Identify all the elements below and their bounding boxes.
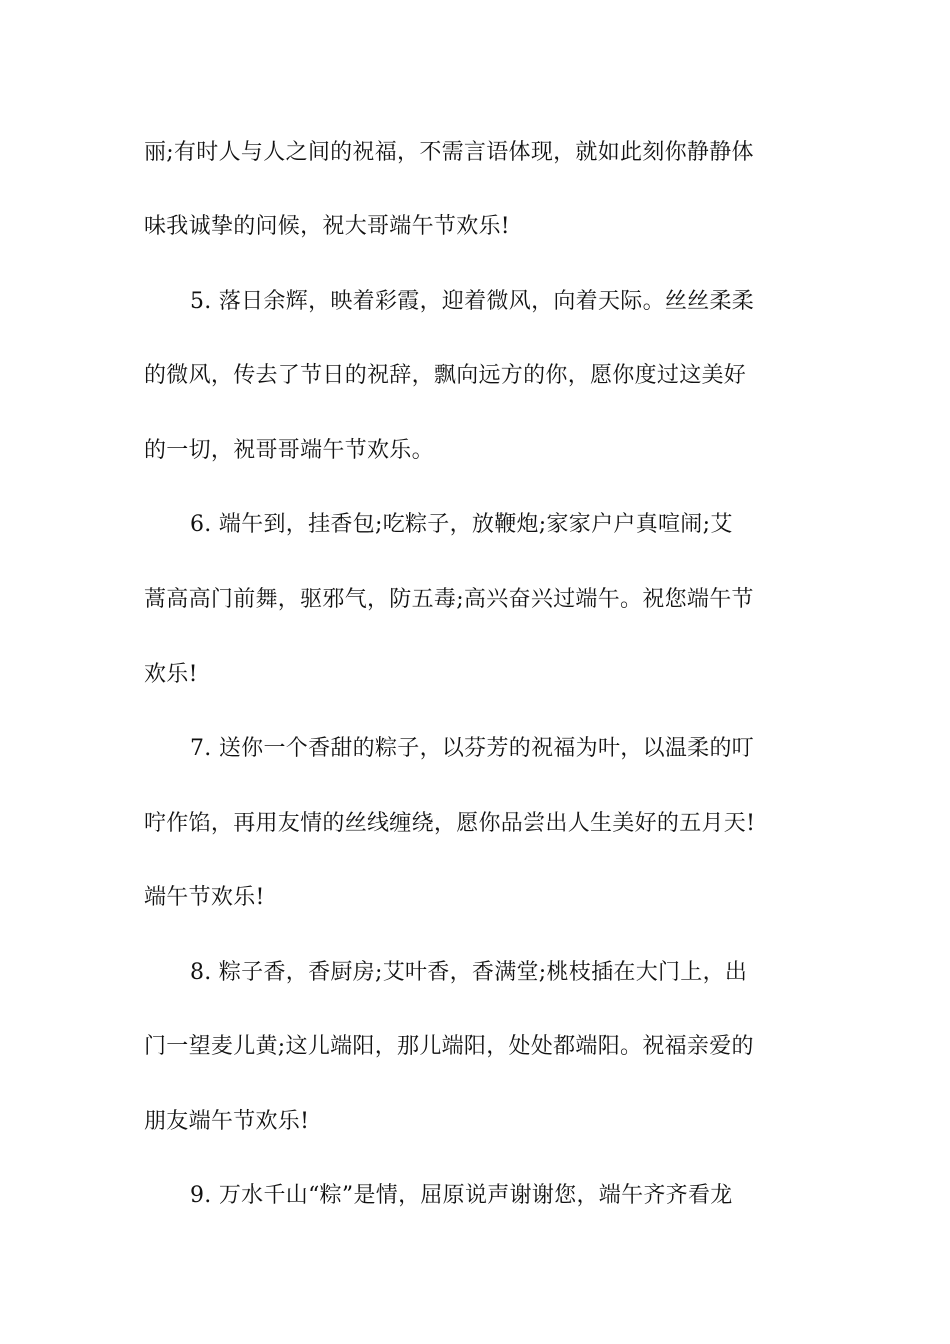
list-item-5-line: 5. 落日余辉，映着彩霞，迎着微风，向着天际。丝丝柔柔 bbox=[190, 289, 755, 314]
list-item-8-line: 8. 粽子香，香厨房;艾叶香，香满堂;桃枝插在大门上，出 bbox=[190, 960, 748, 985]
list-item-9-line: 9. 万水千山“粽”是情，屈原说声谢谢您，端午齐齐看龙 bbox=[190, 1183, 733, 1208]
text-line: 咛作馅，再用友情的丝线缠绕，愿你品尝出人生美好的五月天! bbox=[144, 811, 756, 836]
text-line: 丽;有时人与人之间的祝福，不需言语体现，就如此刻你静静体 bbox=[144, 140, 754, 165]
text-line: 欢乐! bbox=[144, 662, 198, 687]
text-line: 门一望麦儿黄;这儿端阳，那儿端阳，处处都端阳。祝福亲爱的 bbox=[144, 1034, 754, 1059]
text-line: 蒿高高门前舞，驱邪气，防五毒;高兴奋兴过端午。祝您端午节 bbox=[144, 587, 754, 612]
list-item-7-line: 7. 送你一个香甜的粽子，以芬芳的祝福为叶，以温柔的叮 bbox=[190, 736, 755, 761]
text-line: 端午节欢乐! bbox=[144, 885, 265, 910]
text-line: 的一切，祝哥哥端午节欢乐。 bbox=[144, 438, 434, 463]
list-item-6-line: 6. 端午到，挂香包;吃粽子，放鞭炮;家家户户真喧闹;艾 bbox=[190, 512, 733, 537]
text-line: 朋友端午节欢乐! bbox=[144, 1109, 310, 1134]
text-line: 味我诚挚的问候，祝大哥端午节欢乐! bbox=[144, 214, 510, 239]
text-line: 的微风，传去了节日的祝辞，飘向远方的你，愿你度过这美好 bbox=[144, 363, 747, 388]
